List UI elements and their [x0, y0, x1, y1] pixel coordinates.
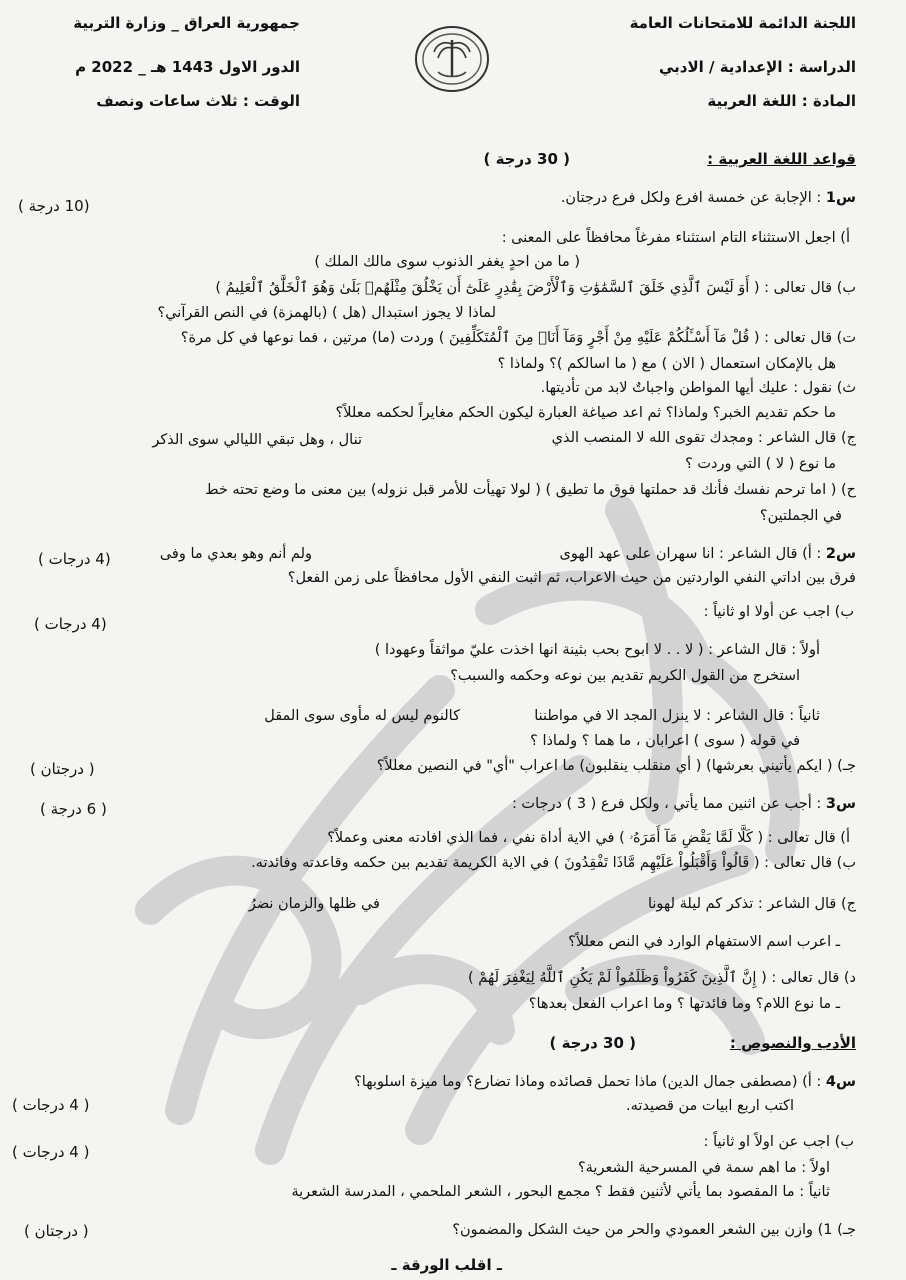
- q1-a-line2: ( ما من احدٍ يغفر الذنوب سوى مالك الملك ): [314, 254, 580, 270]
- page-footer-turn-over: ـ اقلب الورقة ـ: [391, 1256, 502, 1274]
- handwritten-watermark-icon: [60, 390, 860, 1190]
- q2-a-line1a: س2 : أ) قال الشاعر : انا سهران على عهد الهوى: [559, 546, 856, 562]
- header-session: الدور الاول 1443 هـ _ 2022 م: [75, 58, 300, 76]
- q1-b-line2: لماذا لا يجوز استبدال (هل ) (بالهمزة) في النص القرآني؟: [157, 305, 496, 321]
- q3-c-line1b: في ظلها والزمان نضرُ: [248, 896, 380, 912]
- q2-b-intro: ب) اجب عن أولا او ثانياً :: [703, 604, 854, 620]
- header-subject: المادة : اللغة العربية: [707, 92, 856, 110]
- q4-a-mark: ( 4 درجات ): [12, 1096, 90, 1114]
- q3-mark: ( 6 درجة ): [40, 800, 107, 818]
- q4-c-mark: ( درجتان ): [24, 1222, 89, 1240]
- q3-d-line2: ـ ما نوع اللام؟ وما فائدتها ؟ وما اعراب الفعل بعدها؟: [528, 996, 840, 1012]
- q1-j-line1b: تنال ، وهل تبقي الليالي سوى الذكر: [152, 432, 362, 448]
- header-time: الوقت : ثلاث ساعات ونصف: [96, 92, 300, 110]
- q3-b: ب) قال تعالى : ( قَالُواْ وَأَقْبَلُواْ عَلَيْهِم مَّاذَا تَفْقِدُونَ ) في الاية الكريمة تقديم بين حكمه وقاعدته وفائدته.: [251, 855, 856, 871]
- q4-b-first: اولاً : ما اهم سمة في المسرحية الشعرية؟: [577, 1160, 830, 1176]
- section-literature-title: الأدب والنصوص :: [729, 1034, 856, 1052]
- q2-b-mark: (4 درجات ): [34, 615, 107, 633]
- q2-second-line1b: كالنوم ليس له مأوى سوى المقل: [264, 708, 460, 724]
- q2-c: جـ) ( ايكم يأتيني بعرشها) ( أي منقلب ينقلبون) ما اعراب "أي" في النصين معللاً؟: [376, 758, 856, 774]
- header-country: جمهورية العراق _ وزارة التربية: [73, 14, 300, 32]
- q1-j-line1a: ج) قال الشاعر : ومجدك تقوى الله لا المنصب الذي: [551, 430, 856, 446]
- q2-second-line2: في قوله ( سوى ) اعرابان ، ما هما ؟ ولماذا ؟: [530, 733, 800, 749]
- q2-a-mark: (4 درجات ): [38, 550, 111, 568]
- header-study: الدراسة : الإعدادية / الادبي: [658, 58, 856, 76]
- q2-first-line2: استخرج من القول الكريم تقديم بين نوعه وحكمه والسبب؟: [450, 668, 800, 684]
- q4-b-mark: ( 4 درجات ): [12, 1143, 90, 1161]
- section-literature-total: ( 30 درجة ): [549, 1034, 636, 1052]
- section-grammar-total: ( 30 درجة ): [483, 150, 570, 168]
- q3-c-line1a: ج) قال الشاعر : تذكر كم ليلة لهونا: [647, 896, 856, 912]
- q4-a-line2: اكتب اربع ابيات من قصيدته.: [626, 1098, 794, 1114]
- q4-b-intro: ب) اجب عن اولاً او ثانياً :: [703, 1134, 854, 1150]
- q1-b-line1: ب) قال تعالى : ( أَوَ لَيْسَ ٱلَّذِي خَلَقَ ٱلسَّمَٰوَٰتِ وَٱلْأَرْضَ بِقَٰدِرٍ عَلَىٰٓ أَن يَخْلُقَ مِثْلَهُمۚ بَلَىٰ وَهُوَ ٱلْخَلَّٰقُ ٱلْعَلِيمُ ): [215, 280, 856, 296]
- q2-a-line2: فرق بين اداتي النفي الواردتين من حيث الاعراب، ثم اثبت النفي الأول محافظاً على زمن الفعل؟: [287, 570, 856, 586]
- q4-c: جـ) 1) وازن بين الشعر العمودي والحر من حيث الشكل والمضمون؟: [452, 1222, 856, 1238]
- q1-th-line2: ما حكم تقديم الخبر؟ ولماذا؟ ثم اعد صياغة العبارة ليكون الحكم مغايراً لحكمه معللاً؟: [335, 405, 836, 421]
- q1-j-line2: ما نوع ( لا ) التي وردت ؟: [685, 456, 836, 472]
- q1-mark: (10 درجة ): [18, 197, 90, 215]
- q4-a-line1: س4 : أ) (مصطفى جمال الدين) ماذا تحمل قصائده وماذا تضارع؟ وما ميزة اسلوبها؟: [354, 1074, 856, 1090]
- q1-t-line1: ت) قال تعالى : ( قُلْ مَآ أَسْـَٔلُكُمْ عَلَيْهِ مِنْ أَجْرٍ وَمَآ أَنَا۠ مِنَ ٱلْمُتَكَلِّفِينَ ) وردت (ما) مرتين ، فما نوعها في كل مرة؟: [180, 330, 856, 346]
- q1-a-line1: أ) اجعل الاستثناء التام استثناء مفرغاً محافظاً على المعنى :: [501, 230, 850, 246]
- ministry-emblem-icon: [412, 24, 492, 94]
- section-grammar-title: قواعد اللغة العربية :: [707, 150, 856, 168]
- q1-th-line1: ث) نقول : عليك أيها المواطن واجباتٌ لابد من تأديتها.: [540, 380, 856, 396]
- q2-a-line1b: ولم أنم وهو بعدي ما وفى: [159, 546, 312, 562]
- q1-intro: س1 : الإجابة عن خمسة افرع ولكل فرع درجتان.: [560, 190, 856, 206]
- q3-d-line1: د) قال تعالى : ( إِنَّ ٱلَّذِينَ كَفَرُواْ وَظَلَمُواْ لَمْ يَكُنِ ٱللَّهُ لِيَغْفِرَ لَهُمْ ): [468, 970, 856, 986]
- q2-first-line1: أولاً : قال الشاعر : ( لا . . لا ابوح بحب بثينة انها اخذت عليّ مواثقاً وعهودا ): [374, 642, 820, 658]
- q2-c-mark: ( درجتان ): [30, 760, 95, 778]
- q2-second-line1a: ثانياً : قال الشاعر : لا ينزل المجد الا في مواطننا: [534, 708, 820, 724]
- q3-a: أ) قال تعالى : ( كَلَّا لَمَّا يَقْضِ مَآ أَمَرَهُۥ ) في الاية أداة نفي ، فما الذي افادته معنى وعملاً؟: [327, 830, 850, 846]
- header-org: اللجنة الدائمة للامتحانات العامة: [629, 14, 856, 32]
- q3-c-line2: ـ اعرب اسم الاستفهام الوارد في النص معللاً؟: [568, 934, 840, 950]
- q3-intro: س3 : أجب عن اثنين مما يأتي ، ولكل فرع ( 3 ) درجات :: [511, 796, 856, 812]
- q4-b-second: ثانياً : ما المقصود بما يأتي لأثنين فقط ؟ مجمع البحور ، الشعر الملحمي ، المدرسة الشعرية: [291, 1184, 830, 1200]
- q1-h-line1: ح) ( اما ترحم نفسك فأنك قد حملتها فوق ما تطيق ) ( لولا تهيأت للأمر قبل نزوله) بين معنى ما وضع تحته خط: [205, 482, 856, 498]
- q1-h-line2: في الجملتين؟: [759, 508, 842, 524]
- q1-t-line2: هل بالإمكان استعمال ( الان ) مع ( ما اسالكم )؟ ولماذا ؟: [497, 356, 836, 372]
